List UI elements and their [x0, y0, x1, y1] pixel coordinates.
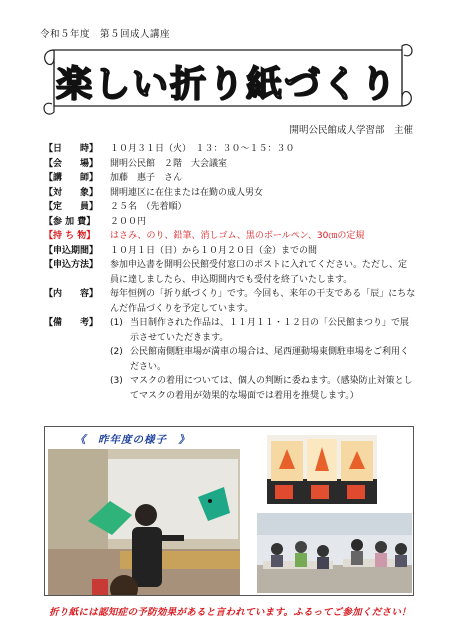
detail-row — [44, 171, 416, 186]
detail-row — [44, 287, 416, 316]
detail-value: １０月３１日（火） １３：３０～１５：３０ — [110, 144, 295, 154]
detail-value: １０月１日（日）から１０月２０日（金）までの間 — [110, 245, 318, 256]
note-text: 公民館南側駐車場が満車の場合は、尾西運動場東側駐車場をご利用ください。 — [130, 347, 410, 372]
note-item — [110, 345, 416, 374]
note-number: (3) — [110, 376, 123, 386]
detail-value: 加藤 惠子 さん — [110, 173, 183, 183]
detail-label: 【申込期間】 — [44, 245, 99, 256]
detail-value: 開明連区に在住または在勤の成人男女 — [110, 187, 264, 198]
detail-row — [44, 186, 416, 201]
note-number: (1) — [110, 318, 123, 328]
detail-row — [44, 157, 416, 172]
page-title: 楽しい折り紙づくり — [55, 63, 398, 105]
note-item — [110, 316, 416, 345]
detail-row — [44, 258, 416, 287]
detail-row — [44, 244, 416, 259]
event-details-table — [44, 142, 416, 403]
detail-value: ２５名 （先着順） — [110, 202, 187, 212]
detail-label: 【講 師】 — [44, 173, 99, 183]
note-text: 当日制作された作品は、１１月１１・１２日の「公民館まつり」で展示させていただきます。 — [130, 318, 410, 343]
notes-list-cell — [98, 316, 416, 403]
detail-label: 【申込方法】 — [44, 260, 99, 270]
detail-value: 開明公民館 ２階 大会議室 — [110, 158, 228, 169]
detail-value: はさみ、のり、鉛筆、消しゴム、黒のボールペン、30㎝の定規 — [110, 231, 365, 241]
detail-row — [44, 229, 416, 244]
detail-label: 【参 加 費】 — [44, 216, 96, 227]
detail-row — [44, 215, 416, 230]
detail-label: 【会 場】 — [44, 158, 99, 169]
photo-panel — [44, 426, 414, 596]
detail-value: 参加申込書を開明公民館受付窓口のポストに入れてください。ただし、定員に達しましたら、申込期間内でも受付を終了いたします。 — [110, 260, 408, 285]
photo-instructor — [48, 449, 240, 595]
photo-caption: 《 昨年度の様子 》 — [75, 434, 190, 446]
note-text: マスクの着用については、個人の判断に委ねます。（感染防止対策としてマスクの着用が効果的な場面では着用を推奨します。） — [130, 376, 413, 401]
detail-row — [44, 200, 416, 215]
title-scroll-banner — [40, 44, 414, 118]
footer-message: 折り紙には認知症の予防効果があると言われています。ふるってご参加ください！ — [49, 607, 411, 618]
detail-value: ２００円 — [110, 216, 147, 227]
detail-label: 【備 考】 — [44, 318, 99, 328]
detail-value: 毎年恒例の「折り紙づくり」です。今回も、来年の干支である「辰」にちなんだ作品づくりを予定しています。 — [110, 289, 416, 314]
note-number: (2) — [110, 347, 123, 357]
detail-label: 【持 ち 物】 — [44, 231, 96, 241]
photo-participants — [257, 513, 412, 593]
detail-label: 【内 容】 — [44, 289, 99, 299]
notes-row — [44, 316, 416, 403]
detail-row — [44, 142, 416, 157]
notes-list — [110, 316, 416, 403]
series-label: 令和５年度 第５回成人講座 — [40, 29, 171, 40]
detail-label: 【対 象】 — [44, 187, 99, 198]
detail-label: 【定 員】 — [44, 202, 99, 212]
organizer: 開明公民館成人学習部 主催 — [289, 125, 413, 136]
detail-label: 【日 時】 — [44, 144, 99, 154]
note-item — [110, 374, 416, 403]
photo-origami-works — [267, 435, 377, 504]
